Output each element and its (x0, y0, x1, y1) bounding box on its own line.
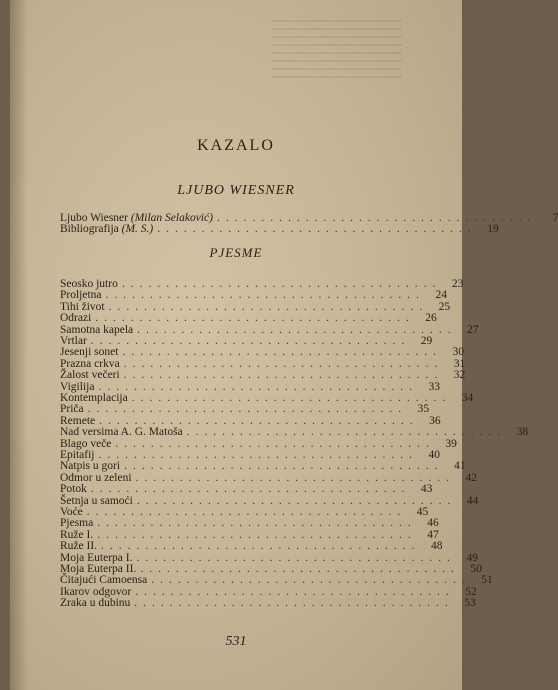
dot-leader: .................................... (87, 403, 408, 416)
toc-entry-label: Samotna kapela (60, 323, 134, 336)
toc-entry-label: Epitafij (60, 449, 95, 461)
toc-entry-label: Odmor u zeleni (60, 471, 132, 484)
toc-entry (60, 312, 437, 325)
toc-entry-page: 47 (427, 528, 439, 541)
toc-entry-label: Blago veče (60, 437, 112, 450)
dot-leader: .................................... (98, 449, 418, 461)
toc-entry (60, 346, 464, 359)
dot-leader: .................................... (124, 460, 444, 473)
toc-entry-page: 25 (438, 300, 451, 313)
toc-entry (60, 300, 451, 313)
toc-entry-label: Vigilija (60, 380, 95, 393)
toc-entry-page: 29 (420, 335, 433, 347)
toc-entry-label: Seosko jutro (60, 278, 118, 290)
dot-leader: .................................... (105, 289, 426, 302)
toc-entry (60, 517, 439, 530)
toc-entry (60, 540, 443, 553)
toc-entry (60, 403, 430, 416)
toc-entry (60, 278, 464, 290)
toc-entry-page: 51 (481, 574, 493, 587)
toc-entry-label: Pjesma (60, 517, 94, 530)
toc-entry-page: 23 (451, 278, 464, 290)
dot-leader: .................................... (90, 483, 411, 496)
toc-entry-page: 43 (420, 483, 433, 496)
dot-leader: .................................... (95, 312, 415, 325)
section-heading-pjesme: PJESME (209, 245, 263, 260)
toc-entry (60, 449, 440, 461)
toc-entry-label: Čitajući Camoensa (60, 574, 148, 587)
toc-entry-page: 53 (464, 597, 476, 610)
toc-entry-label: Žalost večeri (60, 369, 120, 382)
toc-entry-page: 39 (445, 437, 457, 450)
dot-leader: .................................... (99, 414, 419, 427)
dot-leader: .................................... (90, 335, 411, 347)
dot-leader: .................................... (98, 380, 418, 393)
dot-leader: .................................... (216, 212, 537, 224)
toc-entry-label: Ruže I. (60, 528, 94, 541)
toc-entry (60, 551, 478, 564)
toc-entry-page: 42 (465, 471, 478, 484)
book-page (10, 0, 558, 690)
toc-entry (60, 585, 477, 598)
toc-entry (60, 323, 479, 336)
toc-entry (60, 392, 474, 404)
toc-entry (60, 494, 479, 507)
toc-entry-label: Remete (60, 414, 96, 427)
toc-entry-page: 44 (466, 494, 479, 507)
toc-entry-page: 7 (552, 212, 558, 224)
toc-entry-label: Vrtlar (60, 335, 87, 347)
page-spine-shadow (10, 0, 28, 690)
toc-entry-page: 30 (452, 346, 464, 359)
dot-leader: .................................... (151, 574, 471, 587)
toc-entry-label: Odrazi (60, 312, 92, 325)
dot-leader: .................................... (108, 300, 429, 313)
toc-entry-page: 36 (429, 414, 441, 427)
toc-entry-label: Voće (60, 506, 83, 518)
toc-entry-page: 40 (428, 449, 440, 461)
page-title: KAZALO (197, 137, 275, 154)
show-through-text (272, 20, 402, 80)
toc-entry-page: 24 (435, 289, 448, 302)
toc-entry-label: Ljubo Wiesner (Milan Selaković) (60, 212, 213, 224)
dot-leader: .................................... (86, 506, 407, 518)
toc-entry-page: 31 (453, 357, 466, 370)
toc-entry-page: 27 (467, 323, 479, 336)
toc-entry-page: 52 (465, 585, 477, 598)
toc-entry (60, 335, 433, 347)
dot-leader: .................................... (131, 392, 452, 404)
toc-entry-label: Moja Euterpa II. (60, 563, 137, 575)
dot-leader: .................................... (121, 278, 442, 290)
toc-entry-label: Šetnja u samoći (60, 494, 133, 507)
toc-entry-label: Zraka u dubinu (60, 597, 131, 610)
dot-leader: .................................... (157, 223, 477, 235)
toc-entry-label: Ikarov odgovor (60, 585, 132, 598)
dot-leader: .................................... (97, 528, 417, 541)
dot-leader: .................................... (137, 323, 457, 336)
toc-entry-label: Nad versima A. G. Matoša (60, 426, 183, 439)
toc-entry-page: 45 (416, 506, 429, 518)
toc-entry (60, 289, 448, 302)
dot-leader: .................................... (123, 369, 444, 382)
toc-entry (60, 483, 433, 496)
toc-entry-page: 19 (487, 223, 499, 235)
toc-entry (60, 426, 529, 439)
toc-entry-page: 38 (516, 426, 529, 439)
toc-entry (60, 506, 429, 518)
toc-entry (60, 574, 493, 587)
dot-leader: .................................... (136, 551, 456, 564)
dot-leader: .................................... (101, 540, 421, 553)
toc-entry-page: 50 (470, 563, 482, 575)
toc-entry (60, 380, 440, 393)
toc-entry-label: Potok (60, 483, 87, 496)
dot-leader: .................................... (136, 494, 457, 507)
toc-entry-label: Prazna crkva (60, 357, 120, 370)
toc-entry-page: 26 (425, 312, 437, 325)
toc-entry (60, 528, 439, 541)
toc-entry-page: 49 (466, 551, 478, 564)
toc-entry-page: 41 (454, 460, 466, 473)
toc-entry-page: 46 (427, 517, 439, 530)
toc-entry-label: Ruže II. (60, 540, 98, 553)
toc-entry-label: Moja Euterpa I. (60, 551, 133, 564)
toc-entry (60, 471, 478, 484)
dot-leader: .................................... (140, 563, 460, 575)
toc-entry-page: 35 (417, 403, 430, 416)
toc-entry-label: Kontemplacija (60, 392, 128, 404)
toc-entry-label: Proljetna (60, 289, 102, 302)
toc-entry-page: 32 (453, 369, 466, 382)
toc-entry-page: 34 (461, 392, 474, 404)
toc-entry-page: 33 (428, 380, 440, 393)
toc-entry-label: Bibliografija (M. S.) (60, 223, 154, 235)
dot-leader: .................................... (115, 437, 435, 450)
dot-leader: .................................... (135, 471, 456, 484)
dot-leader: .................................... (134, 597, 454, 610)
toc-entry-label: Natpis u gori (60, 460, 121, 473)
dot-leader: .................................... (135, 585, 455, 598)
section-heading-ljubo-wiesner: LJUBO WIESNER (177, 183, 295, 198)
toc-entry (60, 460, 466, 473)
dot-leader: .................................... (186, 426, 507, 439)
toc-entry (60, 369, 466, 382)
toc-entry (60, 223, 499, 235)
dot-leader: .................................... (122, 346, 442, 359)
dot-leader: .................................... (123, 357, 444, 370)
toc-entry (60, 357, 466, 370)
toc-entry (60, 597, 476, 610)
dot-leader: .................................... (97, 517, 417, 530)
toc-entry-label: Jesenji sonet (60, 346, 119, 359)
toc-entry (60, 414, 441, 427)
toc-entry-label: Tihi život (60, 300, 105, 313)
toc-entry (60, 437, 457, 450)
toc-entry-label: Priča (60, 403, 84, 416)
page-number: 531 (225, 634, 247, 649)
toc-entry-page: 48 (431, 540, 443, 553)
